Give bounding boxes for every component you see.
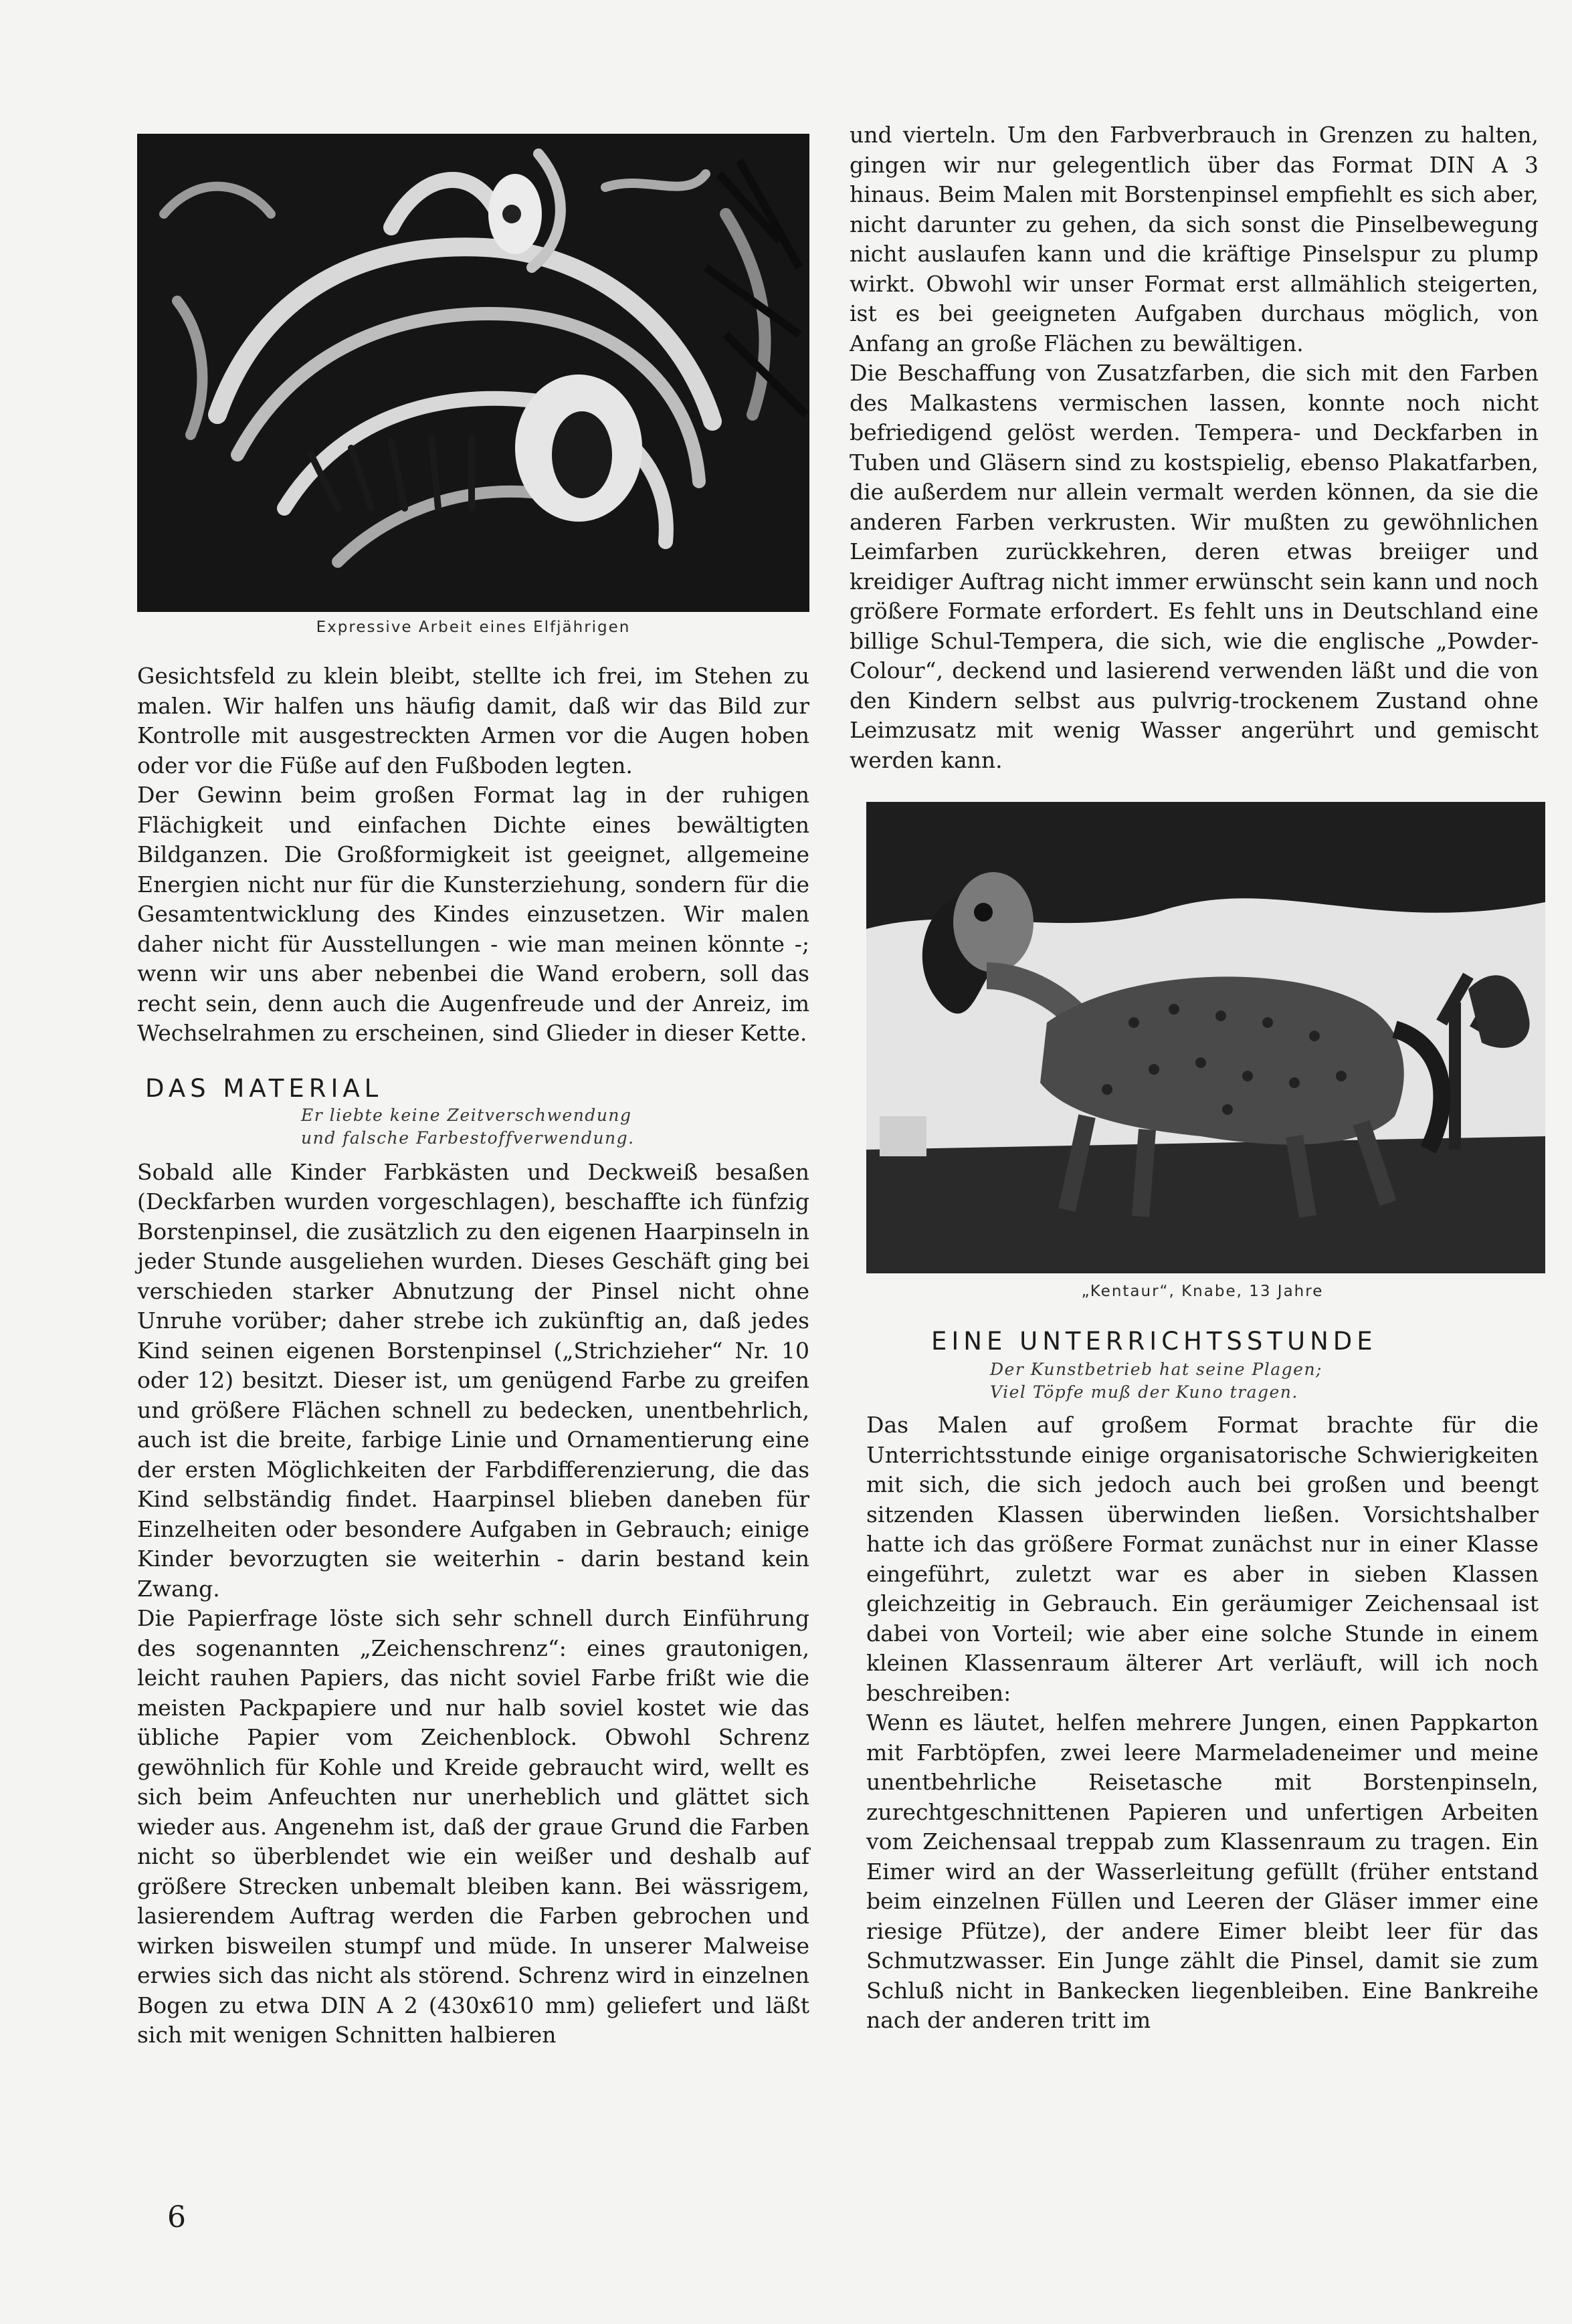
paragraph: Die Papierfrage löste sich sehr schnell durch Einführung des sogenannten „Zeichenschrenz“: eines grautonigen, leicht rauhen Papiers, das nicht soviel Farbe frißt wie die meisten Packpapiere und nur halb soviel kostet wie das übliche Papier vom Zeichenblock. Obwohl Schrenz gewöhnlich für Kohle und Kreide gebraucht wird, wellt es sich beim Anfeuchten nur unerheblich und glättet sich wieder aus. Angenehm ist, daß der graue Grund die Farben nicht so überblendet wie ein weißer und deshalb auf größere Strecken unbemalt bleiben kann. Bei wässrigem, lasierendem Auftrag werden die Farben gebrochen und wirken bisweilen stumpf und müde. In unserer Malweise erwies sich das nicht als störend. Schrenz wird in einzelnen Bogen zu etwa DIN A 2 (430x610 mm) geliefert und läßt sich mit wenigen Schnitten halbieren [137, 1605, 809, 2048]
figure-caption: „Kentaur“, Knabe, 13 Jahre [1081, 1283, 1324, 1300]
left-column [137, 134, 809, 2050]
motto [990, 1358, 1539, 1404]
motto [301, 1104, 809, 1150]
figure-caption: Expressive Arbeit eines Elfjährigen [316, 619, 631, 636]
paragraph: Das Malen auf großem Format brachte für die Unterrichtsstunde einige organisatorische Schwierigkeiten mit sich, die sich jedoch auch bei großen und beengt sitzenden Klassen überwinden ließen. Vorsichtshalber hatte ich das größere Format zunächst nur in einer Klasse eingeführt, zuletzt war es aber in sieben Klassen gleichzeitig in Gebrauch. Ein geräumiger Zeichensaal ist dabei von Vorteil; wie aber eine solche Stunde in einem kleinen Klassenraum älterer Art verläuft, will ich noch beschreiben: [866, 1412, 1539, 1706]
motto-line: und falsche Farbestoffverwendung. [301, 1128, 635, 1148]
paragraph: und vierteln. Um den Farbverbrauch in Grenzen zu halten, gingen wir nur gelegentlich über das Format DIN A 3 hinaus. Beim Malen mit Borstenpinsel empfiehlt es sich aber, nicht darunter zu gehen, da sich sonst die Pinselbewegung nicht auslaufen kann und die kräftige Pinselspur zu plump wirkt. Obwohl wir unser Format erst allmählich steigerten, ist es bei geeigneten Aufgaben durchaus möglich, von Anfang an große Flächen zu bewältigen. [850, 122, 1539, 356]
section-heading: EINE UNTERRICHTSSTUNDE [931, 1327, 1377, 1356]
paragraph: Wenn es läutet, helfen mehrere Jungen, einen Pappkarton mit Farbtöpfen, zwei leere Marmeladeneimer und meine unentbehrliche Reisetasche mit Borstenpinseln, zurechtgeschnittenen Papieren und unfertigen Arbeiten vom Zeichensaal treppab zum Klassenraum zu tragen. Ein Eimer wird an der Wasserleitung gefüllt (früher entstand beim einzelnen Füllen und Leeren der Gläser immer eine riesige Pfütze), der andere Eimer bleibt leer für das Schmutzwasser. Ein Junge zählt die Pinsel, damit sie zum Schluß nicht in Bankecken liegenbleiben. Eine Bankreihe nach der anderen tritt im [866, 1709, 1539, 2033]
paragraph: Die Beschaffung von Zusatzfarben, die sich mit den Farben des Malkastens vermischen lassen, konnte noch nicht befriedigend gelöst werden. Tempera- und Deckfarben in Tuben und Gläsern sind zu kostspielig, ebenso Plakatfarben, die außerdem nur allein vermalt werden können, da sie die anderen Farben verkrusten. Wir mußten zu gewöhnlichen Leimfarben zurückkehren, deren etwas breiiger und kreidiger Auftrag nicht immer erwünscht sein kann und noch größere Formate erfordert. Es fehlt uns in Deutschland eine billige Schul-Tempera, die sich, wie die englische „Powder-Colour“, deckend und lasierend verwenden läßt und die von den Kindern selbst aus pulvrig-trockenem Zustand ohne Leimzusatz mit wenig Wasser angerührt und gemischt werden kann. [850, 360, 1539, 773]
motto-line: Viel Töpfe muß der Kuno tragen. [990, 1382, 1298, 1402]
paragraph: Sobald alle Kinder Farbkästen und Deckweiß besaßen (Deckfarben wurden vorgeschlagen), beschaffte ich fünfzig Borstenpinsel, die zusätzlich zu den eigenen Haarpinseln in jeder Stunde ausgeliehen wurden. Dieses Geschäft ging bei verschieden starker Abnutzung der Pinsel nicht ohne Unruhe vorüber; daher strebe ich zukünftig an, daß jedes Kind seinen eigenen Borstenpinsel („Strichzieher“ Nr. 10 oder 12) besitzt. Dieser ist, um genügend Farbe zu greifen und größere Flächen schnell zu bedecken, unentbehrlich, auch ist die breite, farbige Linie und Ornamentierung eine der ersten Möglichkeiten der Farbdifferenzierung, die das Kind selbständig findet. Haarpinsel blieben daneben für Einzelheiten oder besondere Aufgaben in Gebrauch; einige Kinder bevorzugten sie weiterhin - darin bestand kein Zwang. [137, 1158, 809, 1602]
centaur-painting [866, 802, 1545, 1273]
right-column [850, 120, 1539, 2036]
motto-line: Der Kunstbetrieb hat seine Plagen; [990, 1360, 1322, 1379]
rooster-painting [137, 134, 809, 612]
paragraph: Gesichtsfeld zu klein bleibt, stellte ich frei, im Stehen zu malen. Wir halfen uns häufig damit, daß wir das Bild zur Kontrolle mit ausgestreckten Armen vor die Augen hoben oder vor die Füße auf den Fußboden legten. [137, 663, 809, 778]
page-number: 6 [167, 2200, 186, 2234]
motto-line: Er liebte keine Zeitverschwendung [301, 1105, 632, 1125]
section-heading: DAS MATERIAL [145, 1073, 383, 1103]
paragraph: Der Gewinn beim großen Format lag in der ruhigen Flächigkeit und einfachen Dichte eines bewältigten Bildganzen. Die Großformigkeit ist geeignet, allgemeine Energien nicht nur für die Kunsterziehung, sondern für die Gesamtentwicklung des Kindes einzusetzen. Wir malen daher nicht für Ausstellungen - wie man meinen könnte -; wenn wir uns aber nebenbei die Wand erobern, soll das recht sein, denn auch die Augenfreude und der Anreiz, im Wechselrahmen zu erscheinen, sind Glieder in dieser Kette. [137, 782, 809, 1046]
